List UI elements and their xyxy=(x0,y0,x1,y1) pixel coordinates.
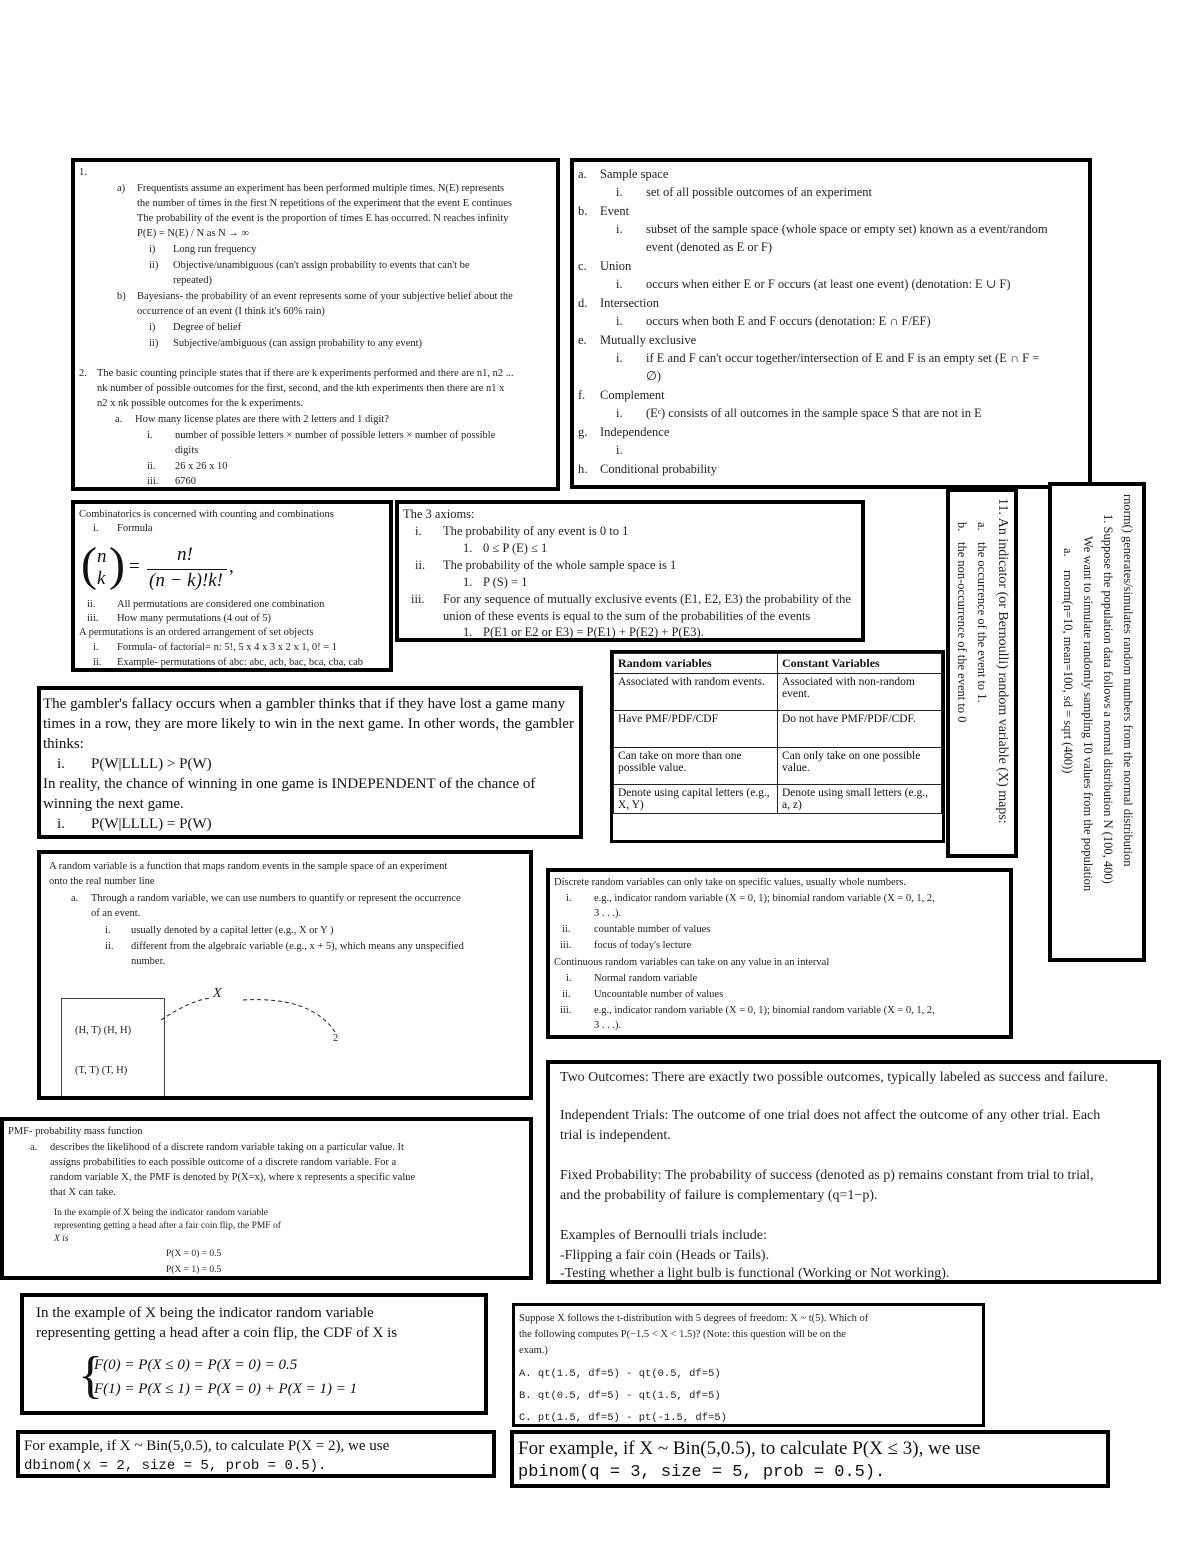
text-line: of an event. xyxy=(91,908,141,919)
definition-text: (Eᶜ) consists of all outcomes in the sample space S that are not in E xyxy=(646,406,982,420)
list-label: i. xyxy=(616,185,623,199)
text-line: 3 . . .). xyxy=(594,1020,622,1031)
list-number: 1. xyxy=(79,167,87,178)
text-line: times in a row, they are more likely to win in the next game. In other words, the gambler xyxy=(43,716,574,732)
text-line: trial is independent. xyxy=(560,1128,671,1143)
pbinom-box xyxy=(510,1430,1110,1488)
text-line: e.g., indicator random variable (X = 0, 1); binomial random variable (X = 0, 1, 2, xyxy=(594,893,935,904)
list-label: a. xyxy=(115,414,123,425)
question-text: the following computes P(−1.5 < X < 1.5)? (Note: this question will be on the xyxy=(519,1329,846,1340)
t-distribution-question-box xyxy=(512,1303,985,1427)
definition-text: ∅) xyxy=(646,369,662,383)
list-label: a. xyxy=(975,522,989,531)
text-line: All permutations are considered one combination xyxy=(117,599,325,610)
list-label: i. xyxy=(616,406,623,420)
list-label: i. xyxy=(566,973,572,984)
rnorm-box xyxy=(1048,482,1146,962)
list-label: iii. xyxy=(147,476,159,487)
list-label: i. xyxy=(105,925,111,936)
text-line: The probability of the event is the proportion of times E has occurred. N reaches infinity xyxy=(137,213,509,224)
question-text: Suppose X follows the t-distribution with 5 degrees of freedom: X ~ t(5). Which of xyxy=(519,1313,869,1324)
text-line: usually denoted by a capital letter (e.g., X or Y ) xyxy=(131,925,334,936)
text-line: occurrence of an event (I think it's 60% rain) xyxy=(137,306,325,317)
definition-text: if E and F can't occur together/intersection of E and F is an empty set (E ∩ F = xyxy=(646,351,1040,365)
list-label: 1. xyxy=(463,625,473,639)
answer-option-b: B. qt(0.5, df=5) - qt(1.5, df=5) xyxy=(519,1390,721,1402)
definition-term: Independence xyxy=(600,425,670,439)
code-line: rnorm(n=10, mean=100, sd = sqrt (400)) xyxy=(1061,570,1075,774)
text-line: Uncountable number of values xyxy=(594,989,724,1000)
list-label: a. xyxy=(1061,548,1075,557)
definition-term: Union xyxy=(600,259,632,273)
text-line: For any sequence of mutually exclusive events (E1, E2, E3) the probability of the xyxy=(443,592,851,606)
list-label: a. xyxy=(578,167,587,181)
text-line: the occurrence of the event to 1. xyxy=(975,542,989,703)
list-label: ii) xyxy=(149,338,159,349)
list-label: g. xyxy=(578,425,588,439)
text-line: For example, if X ~ Bin(5,0.5), to calculate P(X = 2), we use xyxy=(24,1438,390,1454)
sample-outcomes: (H, T) (H, H) xyxy=(75,1025,132,1036)
text-line: onto the real number line xyxy=(49,876,155,887)
text-line: rnorm() generates/simulates random numbers from the normal distribution xyxy=(1121,494,1135,867)
list-label: i. xyxy=(57,816,65,832)
text-line: Fixed Probability: The probability of success (denoted as p) remains constant from trial to trial, xyxy=(560,1168,1094,1183)
text-line: -Testing whether a light bulb is functional (Working or Not working). xyxy=(560,1266,950,1281)
table-cell: Do not have PMF/PDF/CDF. xyxy=(778,711,942,748)
text-line: PMF- probability mass function xyxy=(8,1126,143,1137)
text-line: Subjective/ambiguous (can assign probability to any event) xyxy=(173,338,423,349)
combinatorics-box xyxy=(71,500,393,672)
definition-text: event (denoted as E or F) xyxy=(646,240,773,254)
list-label: 1. xyxy=(463,575,473,589)
table-row xyxy=(614,785,942,814)
list-label: b) xyxy=(117,291,126,302)
text-line: nk number of possible outcomes for the first, second, and the kth experiments then there are n1 x xyxy=(97,383,505,394)
list-label: 1. xyxy=(463,541,473,555)
list-label: iii. xyxy=(560,940,572,951)
table-cell: Associated with random events. xyxy=(614,674,778,711)
list-label: i. xyxy=(616,314,623,328)
text-line: and the probability of failure is complementary (q=1−p). xyxy=(560,1188,878,1203)
list-label: ii) xyxy=(149,260,159,271)
formula: P(E) = N(E) / N as N → ∞ xyxy=(137,228,249,239)
gamblers-fallacy-box xyxy=(37,686,583,839)
text-line: Examples of Bernoulli trials include: xyxy=(560,1228,767,1243)
text-line: assigns probabilities to each possible outcome of a discrete random variable. For a xyxy=(50,1157,397,1168)
text-line: 11. An indicator (or Bernoulli) random variable (X) maps: xyxy=(995,498,1010,824)
definition-term: Mutually exclusive xyxy=(600,333,697,347)
text-line: A random variable is a function that maps random events in the sample space of an experiment xyxy=(49,861,448,872)
list-label: e. xyxy=(578,333,587,347)
list-label: h. xyxy=(578,462,588,476)
sample-outcomes: (T, T) (T, H) xyxy=(75,1065,128,1076)
bernoulli-trials-box xyxy=(546,1060,1161,1284)
cdf-box xyxy=(20,1293,488,1415)
text-line: Formula xyxy=(117,523,153,534)
text-line: The probability of any event is 0 to 1 xyxy=(443,524,629,538)
formula: 0 ≤ P (E) ≤ 1 xyxy=(483,541,548,555)
number-line-value: 2 xyxy=(333,1033,339,1044)
list-label: i. xyxy=(57,756,65,772)
list-label: i. xyxy=(566,893,572,904)
code-line: pbinom(q = 3, size = 5, prob = 0.5). xyxy=(518,1463,886,1482)
list-label: ii. xyxy=(105,941,114,952)
list-label: i. xyxy=(616,277,623,291)
text-line: Example- permutations of abc: abc, acb, bac, bca, cba, cab xyxy=(117,657,364,668)
text-line: In the example of X being the indicator random variable xyxy=(54,1208,268,1218)
text-line: Independent Trials: The outcome of one trial does not affect the outcome of any other trial. Each xyxy=(560,1108,1101,1123)
list-label: i. xyxy=(616,351,623,365)
text-line: How many permutations (4 out of 5) xyxy=(117,613,271,624)
text-line: representing getting a head after a coin flip, the CDF of X is xyxy=(36,1325,398,1341)
text-line: We want to simulate randomly sampling 10 values from the population xyxy=(1081,536,1095,892)
list-label: i. xyxy=(616,222,623,236)
definition-term: Event xyxy=(600,204,630,218)
list-label: c. xyxy=(578,259,587,273)
list-label: ii. xyxy=(562,924,571,935)
text-line: the number of times in the first N repetitions of the experiment that the event E continues xyxy=(137,198,512,209)
list-label: iii. xyxy=(87,613,99,624)
axioms-box xyxy=(395,500,865,642)
text-line: the non-occurrence of the event to 0 xyxy=(955,542,969,723)
code-line: dbinom(x = 2, size = 5, prob = 0.5). xyxy=(24,1458,327,1474)
list-label: iii. xyxy=(411,592,425,606)
list-label: f. xyxy=(578,388,586,402)
text-line: e.g., indicator random variable (X = 0, 1); binomial random variable (X = 0, 1, 2, xyxy=(594,1005,935,1016)
text-line: Objective/unambiguous (can't assign probability to events that can't be xyxy=(173,260,470,271)
text-line: describes the likelihood of a discrete random variable taking on a particular value. It xyxy=(50,1142,404,1153)
text-line: countable number of values xyxy=(594,924,711,935)
text-line: Combinatorics is concerned with counting and combinations xyxy=(79,509,334,520)
table-cell: Denote using small letters (e.g., a, z) xyxy=(778,785,942,814)
text-line: repeated) xyxy=(173,275,213,286)
text-line: focus of today's lecture xyxy=(594,940,692,951)
text-line: Long run frequency xyxy=(173,244,257,255)
table-cell: Have PMF/PDF/CDF xyxy=(614,711,778,748)
text-line: For example, if X ~ Bin(5,0.5), to calculate P(X ≤ 3), we use xyxy=(518,1438,981,1459)
definition-text: occurs when either E or F occurs (at least one event) (denotation: E ∪ F) xyxy=(646,277,1011,291)
text-line: A permutations is an ordered arrangement of set objects xyxy=(79,627,314,638)
text-line: Through a random variable, we can use numbers to quantify or represent the occurrence xyxy=(91,893,461,904)
text-line: winning the next game. xyxy=(43,796,184,812)
text-line: 26 x 26 x 10 xyxy=(175,461,228,472)
table-cell: Can only take on one possible value. xyxy=(778,748,942,785)
text-line: number. xyxy=(131,956,166,967)
text-line: number of possible letters × number of possible letters × number of possible xyxy=(175,430,496,441)
text-line: Discrete random variables can only take on specific values, usually whole numbers. xyxy=(554,877,906,888)
answer-option-c: C. pt(1.5, df=5) - pt(-1.5, df=5) xyxy=(519,1412,727,1424)
discrete-continuous-box xyxy=(546,868,1013,1039)
binomial-coefficient-formula: ( n k ) = n! (n − k)!k! , xyxy=(81,538,234,591)
list-label: a) xyxy=(117,183,126,194)
list-label: a. xyxy=(30,1142,38,1153)
formula: P(E1 or E2 or E3) = P(E1) + P(E2) + P(E3). xyxy=(483,625,704,639)
text-line: thinks: xyxy=(43,736,84,752)
definition-term: Sample space xyxy=(600,167,669,181)
formula: F(0) = P(X ≤ 0) = P(X = 0) = 0.5 xyxy=(94,1357,298,1373)
formula: P(W|LLLL) = P(W) xyxy=(91,816,212,832)
list-label: ii. xyxy=(147,461,156,472)
formula: P (S) = 1 xyxy=(483,575,528,589)
text-line: union of these events is equal to the sum of the probabilities of the events xyxy=(443,609,811,623)
text-line: In the example of X being the indicator random variable xyxy=(36,1305,374,1321)
table-header: Constant Variables xyxy=(778,654,942,674)
list-label: i. xyxy=(93,523,99,534)
definition-term: Complement xyxy=(600,388,665,402)
list-label: i) xyxy=(149,244,156,255)
text-line: 3 . . .). xyxy=(594,908,622,919)
text-line: digits xyxy=(175,445,199,456)
random-vs-constant-table-box xyxy=(610,650,945,843)
table-cell: Can take on more than one possible value. xyxy=(614,748,778,785)
list-label: d. xyxy=(578,296,588,310)
list-label: i. xyxy=(616,443,623,457)
text-line: Normal random variable xyxy=(594,973,698,984)
random-variable-box xyxy=(37,850,533,1100)
list-label: ii. xyxy=(562,989,571,1000)
definition-text: subset of the sample space (whole space or empty set) known as a event/random xyxy=(646,222,1048,236)
definition-text: set of all possible outcomes of an experiment xyxy=(646,185,872,199)
question-text: exam.) xyxy=(519,1345,548,1356)
list-label: i) xyxy=(149,322,156,333)
axioms-title: The 3 axioms: xyxy=(403,507,475,521)
text-line: Bayesians- the probability of an event represents some of your subjective belief about the xyxy=(137,291,513,302)
text-line: random variable X, the PMF is denoted by P(X=x), where x represents a specific value xyxy=(50,1172,416,1183)
formula: P(X = 1) = 0.5 xyxy=(166,1265,222,1275)
text-line: Formula- of factorial= n: 5!, 5 x 4 x 3 x 2 x 1, 0! = 1 xyxy=(117,642,338,653)
text-line: that X can take. xyxy=(50,1187,116,1198)
formula: P(X = 0) = 0.5 xyxy=(166,1249,222,1259)
table-row xyxy=(614,711,942,748)
table-row xyxy=(614,674,942,711)
text-line: The gambler's fallacy occurs when a gambler thinks that if they have lost a game many xyxy=(43,696,566,712)
definition-term: Intersection xyxy=(600,296,660,310)
variable-x-label: X xyxy=(213,986,222,1001)
text-line: How many license plates are there with 2 letters and 1 digit? xyxy=(135,414,389,425)
table-row xyxy=(614,748,942,785)
brace: { xyxy=(78,1347,103,1404)
list-label: ii. xyxy=(93,657,102,668)
table-header: Random variables xyxy=(614,654,778,674)
list-label: i. xyxy=(415,524,422,538)
frequentist-bayesian-box xyxy=(71,158,560,491)
text-line: Two Outcomes: There are exactly two possible outcomes, typically labeled as success and failure. xyxy=(560,1070,1109,1085)
table-cell: Associated with non-random event. xyxy=(778,674,942,711)
text-line: The basic counting principle states that if there are k experiments performed and there are n1, n2 ... xyxy=(97,368,514,379)
list-label: iii. xyxy=(560,1005,572,1016)
pmf-box xyxy=(0,1117,533,1280)
text-line: 1. Suppose the population data follows a normal distribution N (100, 400) xyxy=(1101,514,1115,884)
sample-space-diagram xyxy=(61,986,521,1100)
list-label: ii. xyxy=(87,599,96,610)
text-line: The probability of the whole sample space is 1 xyxy=(443,558,677,572)
list-label: a. xyxy=(71,893,79,904)
text-line: Frequentists assume an experiment has been performed multiple times. N(E) represents xyxy=(137,183,505,194)
formula: F(1) = P(X ≤ 1) = P(X = 0) + P(X = 1) = 1 xyxy=(94,1381,358,1397)
text-line: X is xyxy=(54,1234,69,1244)
text-line: representing getting a head after a fair coin flip, the PMF of xyxy=(54,1221,281,1231)
list-label: i. xyxy=(93,642,99,653)
set-definitions-box xyxy=(570,158,1092,489)
text-line: 6760 xyxy=(175,476,196,487)
text-line: Continuous random variables can take on any value in an interval xyxy=(554,957,830,968)
answer-option-a: A. qt(1.5, df=5) - qt(0.5, df=5) xyxy=(519,1368,721,1380)
text-line: n2 x nk possible outcomes for the k experiments. xyxy=(97,398,304,409)
list-number: 2. xyxy=(79,368,87,379)
definition-text: occurs when both E and F occurs (denotation: E ∩ F/EF) xyxy=(646,314,931,328)
definition-term: Conditional probability xyxy=(600,462,718,476)
text-line: Degree of belief xyxy=(173,322,242,333)
list-label: b. xyxy=(578,204,588,218)
table-cell: Denote using capital letters (e.g., X, Y) xyxy=(614,785,778,814)
list-label: b. xyxy=(955,522,969,532)
random-vs-constant-table xyxy=(613,653,942,814)
text-line: different from the algebraic variable (e.g., x + 5), which means any unspecified xyxy=(131,941,464,952)
formula: P(W|LLLL) > P(W) xyxy=(91,756,212,772)
list-label: i. xyxy=(147,430,153,441)
text-line: In reality, the chance of winning in one game is INDEPENDENT of the chance of xyxy=(43,776,536,792)
dbinom-box xyxy=(16,1430,496,1478)
mapping-arrows xyxy=(61,994,521,1100)
text-line: -Flipping a fair coin (Heads or Tails). xyxy=(560,1248,770,1263)
list-label: ii. xyxy=(415,558,426,572)
indicator-variable-box xyxy=(946,488,1018,858)
